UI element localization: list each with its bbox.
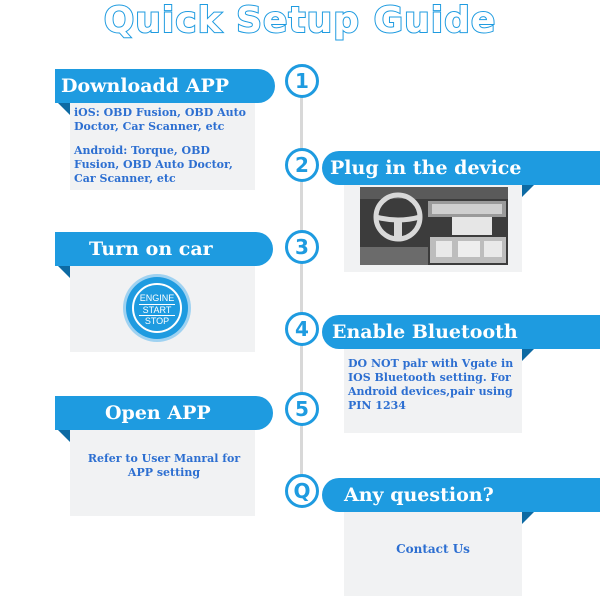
step-1-banner (55, 69, 275, 103)
step-1-android-text: Android: Torque, OBD Fusion, OBD Auto Doctor, Car Scanner, etc (74, 144, 233, 185)
step-5-text: Refer to User Manral for APP setting (87, 452, 241, 479)
step-5-banner (55, 396, 273, 430)
step-4-card (344, 345, 522, 433)
step-3-heading: Turn on car (89, 238, 213, 260)
step-2-banner (322, 151, 600, 185)
step-2-heading: Plug in the device (330, 157, 522, 179)
step-4-heading: Enable Bluetooth (332, 321, 518, 343)
step-4-number-icon: 4 (285, 312, 319, 346)
question-heading: Any question? (344, 484, 494, 506)
page-title: Quick Setup Guide (103, 0, 497, 41)
step-5-heading: Open APP (105, 402, 211, 424)
step-5-card (70, 428, 255, 516)
question-banner-fold (522, 512, 534, 524)
start-label: START (142, 305, 172, 315)
question-number-icon: Q (285, 474, 319, 508)
engine-label: ENGINE (139, 293, 175, 303)
contact-us-text: Contact Us (396, 542, 470, 556)
step-5-banner-fold (58, 430, 70, 442)
step-3-banner-fold (58, 266, 70, 278)
step-3-banner (55, 232, 273, 266)
step-2-banner-fold (522, 185, 534, 197)
stop-label: STOP (144, 316, 170, 326)
step-1-banner-fold (58, 103, 70, 115)
step-1-number-icon: 1 (285, 64, 319, 98)
step-2-number-icon: 2 (285, 148, 319, 182)
question-banner (322, 478, 600, 512)
step-3-number-icon: 3 (285, 230, 319, 264)
question-card (344, 508, 522, 596)
step-1-heading: Downloadd APP (61, 75, 230, 97)
step-4-text: DO NOT palr with Vgate in IOS Bluetooth setting. For Android devices,pair using PIN 1234 (348, 357, 514, 412)
step-1-card (70, 100, 255, 190)
engine-start-stop-icon (126, 277, 188, 339)
step-4-banner (322, 315, 600, 349)
step-4-banner-fold (522, 349, 534, 361)
dashboard-image (360, 187, 508, 265)
step-5-number-icon: 5 (285, 392, 319, 426)
step-1-ios-text: iOS: OBD Fusion, OBD Auto Doctor, Car Scanner, etc (74, 106, 247, 133)
